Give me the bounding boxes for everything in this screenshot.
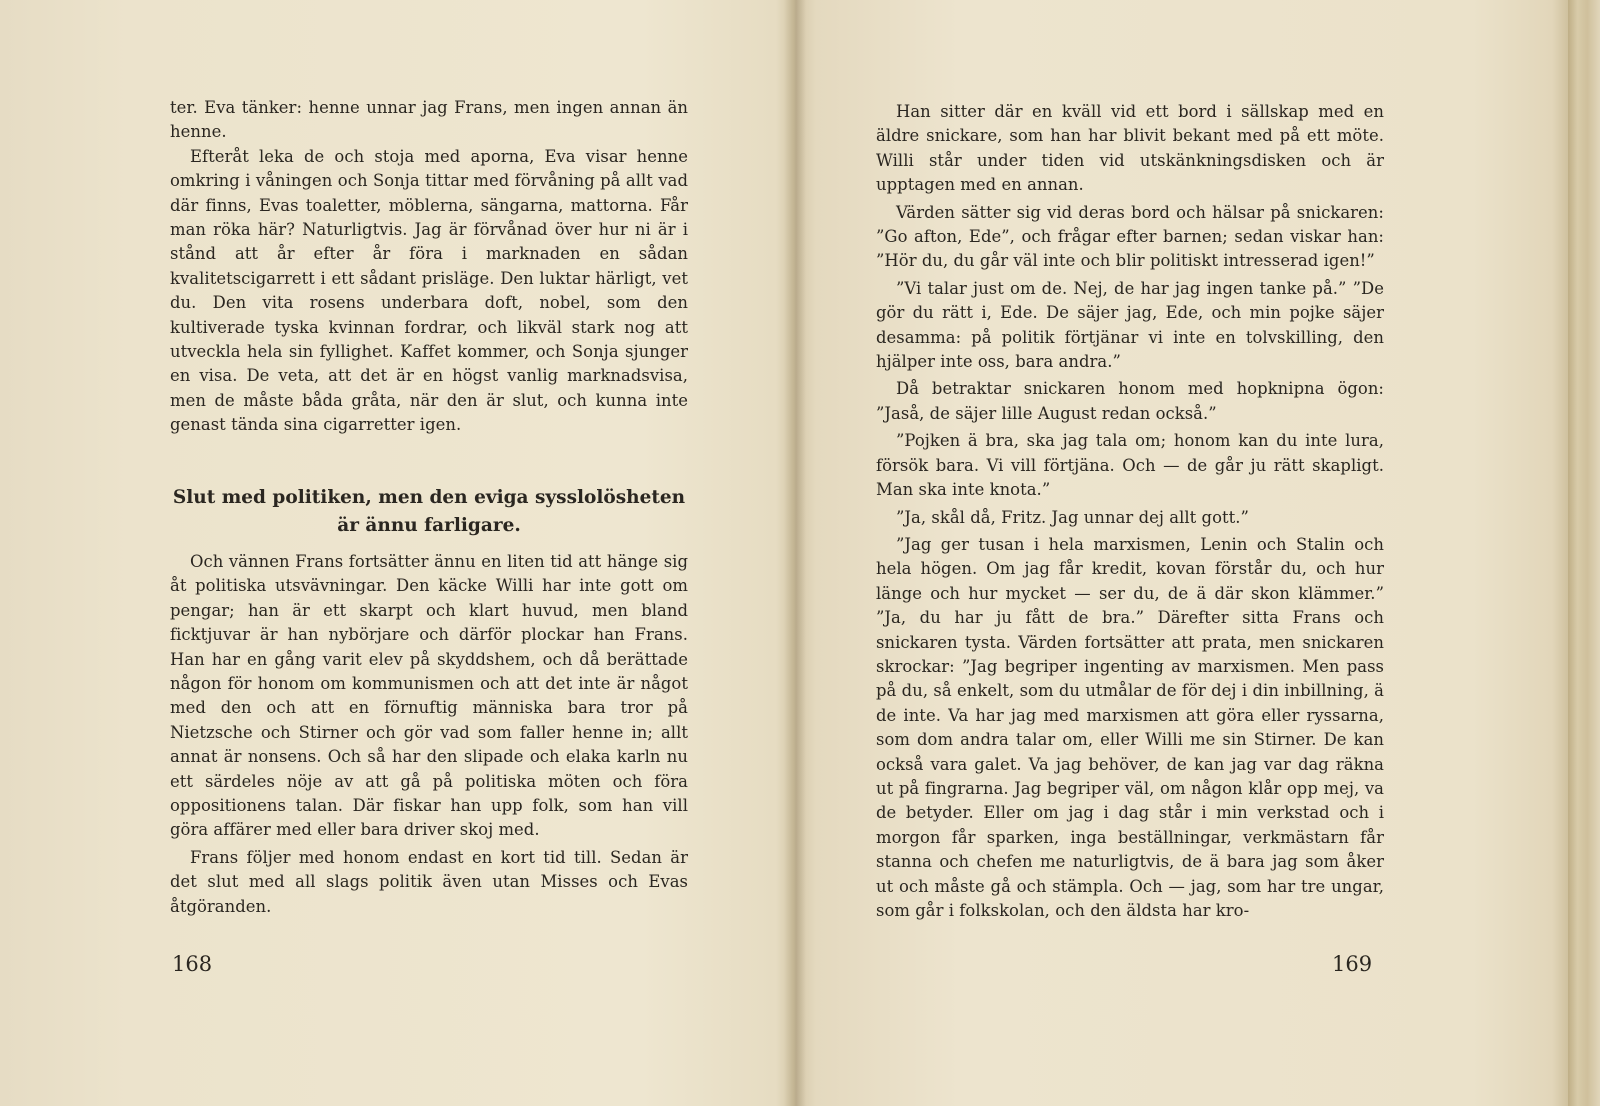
right-text — [876, 100, 1384, 923]
paragraph: Värden sätter sig vid deras bord och hälsar på snickaren: ”Go afton, Ede”, och frågar efter barnen; sedan viskar han: ”Hör du, du går väl inte och blir politiskt intresserad igen!” — [876, 202, 1384, 271]
paragraph: Han sitter där en kväll vid ett bord i sällskap med en äldre snickare, som han har blivit bekant med på ett möte. Willi står under tiden vid utskänkningsdisken och är upptagen med en annan. — [876, 102, 1384, 195]
paragraph: ”Jag ger tusan i hela marxismen, Lenin och Stalin och hela högen. Om jag får kredit, kovan förstår du, och hur länge och hur mycket — ser du, de ä där skon klämmer.” ”Ja, du har ju fått de bra.” Därefter sitta Frans och snickaren tysta. Värden fortsätter att prata, men snickaren skrockar: ”Jag begriper ingenting av marxismen. Men pass på du, så enkelt, som du utmålar de för dej i din inbillning, ä de inte. Va har jag med marxismen att göra eller ryssarna, som dom andra talar om, eller Willi me sin Stirner. De kan också vara galet. Va jag behöver, de kan jag var dag räkna ut på fingrarna. Jag begriper väl, om någon klår opp mej, va de betyder. Eller om jag i dag står i min verkstad och i morgon får sparken, inga beställningar, verkmästarn får stanna och chefen me naturligtvis, de ä bara jag som åker ut och måste gå och stämpla. Och — jag, som har tre ungar, som går i folkskolan, och den äldsta har kro- — [876, 534, 1384, 920]
paragraph: ”Ja, skål då, Fritz. Jag unnar dej allt gott.” — [896, 507, 1249, 527]
paragraph: Då betraktar snickaren honom med hopknipna ögon: ”Jaså, de säjer lille August redan också.” — [876, 379, 1384, 423]
paragraph: ”Vi talar just om de. Nej, de har jag ingen tanke på.” ”De gör du rätt i, Ede. De säjer jag, Ede, och min pojke säjer desamma: på politik förtjänar vi inte en tolvskilling, den hjälper inte oss, bara andra.” — [876, 278, 1384, 372]
page-number: 169 — [1332, 952, 1373, 976]
paragraph: Efteråt leka de och stoja med aporna, Eva visar henne omkring i våningen och Sonja tittar med förvåning på allt vad där finns, Evas toaletter, möblerna, sängarna, mattorna. Får man röka här? Naturligtvis. Jag är förvånad över hur ni är i stånd att år efter år föra i marknaden en sådan kvalitetscigarrett i ett sådant prisläge. Den luktar härligt, vet du. Den vita rosens underbara doft, nobel, som den kultiverade tyska kvinnan fordrar, och likväl stark nog att utveckla hela sin fyllighet. Kaffet kommer, och Sonja sjunger en visa. De veta, att det är en högst vanlig marknadsvisa, men de måste båda gråta, när den är slut, och kunna inte genast tända sina cigarretter igen. — [170, 146, 688, 435]
page-edge — [1568, 0, 1600, 1106]
paragraph: Och vännen Frans fortsätter ännu en liten tid att hänge sig åt politiska utsvävningar. Den käcke Willi har inte gott om pengar; han är ett skarpt och klart huvud, men bland ficktjuvar är han nybörjare och därför plockar han Frans. Han har en gång varit elev på skyddshem, och då berättade någon för honom om kommunismen och att det inte är något med den och att en förnuftig människa bara tror på Nietzsche och Stirner och gör vad som faller henne in; allt annat är nonsens. Och så har den slipade och elaka karln nu ett särdeles nöje av att gå på politiska möten och föra oppositionens talan. Där fiskar han upp folk, som han vill göra affärer med eller bara driver skoj med. — [170, 552, 688, 840]
paragraph: ”Pojken ä bra, ska jag tala om; honom kan du inte lura, försök bara. Vi vill förtjäna. Och — de går ju rätt skapligt. Man ska inte knota.” — [876, 431, 1384, 500]
right-page — [806, 0, 1568, 1106]
left-page — [0, 0, 790, 1106]
page-number: 168 — [172, 952, 213, 976]
paragraph: Frans följer med honom endast en kort tid till. Sedan är det slut med all slags politik även utan Misses och Evas åtgöranden. — [170, 847, 688, 916]
paragraph: ter. Eva tänker: henne unnar jag Frans, men ingen annan än henne. — [170, 98, 688, 142]
section-heading: Slut med politiken, men den eviga sysslolösheten är ännu farligare. — [172, 487, 686, 536]
left-bottom-text — [170, 550, 688, 919]
left-top-text — [170, 96, 688, 438]
